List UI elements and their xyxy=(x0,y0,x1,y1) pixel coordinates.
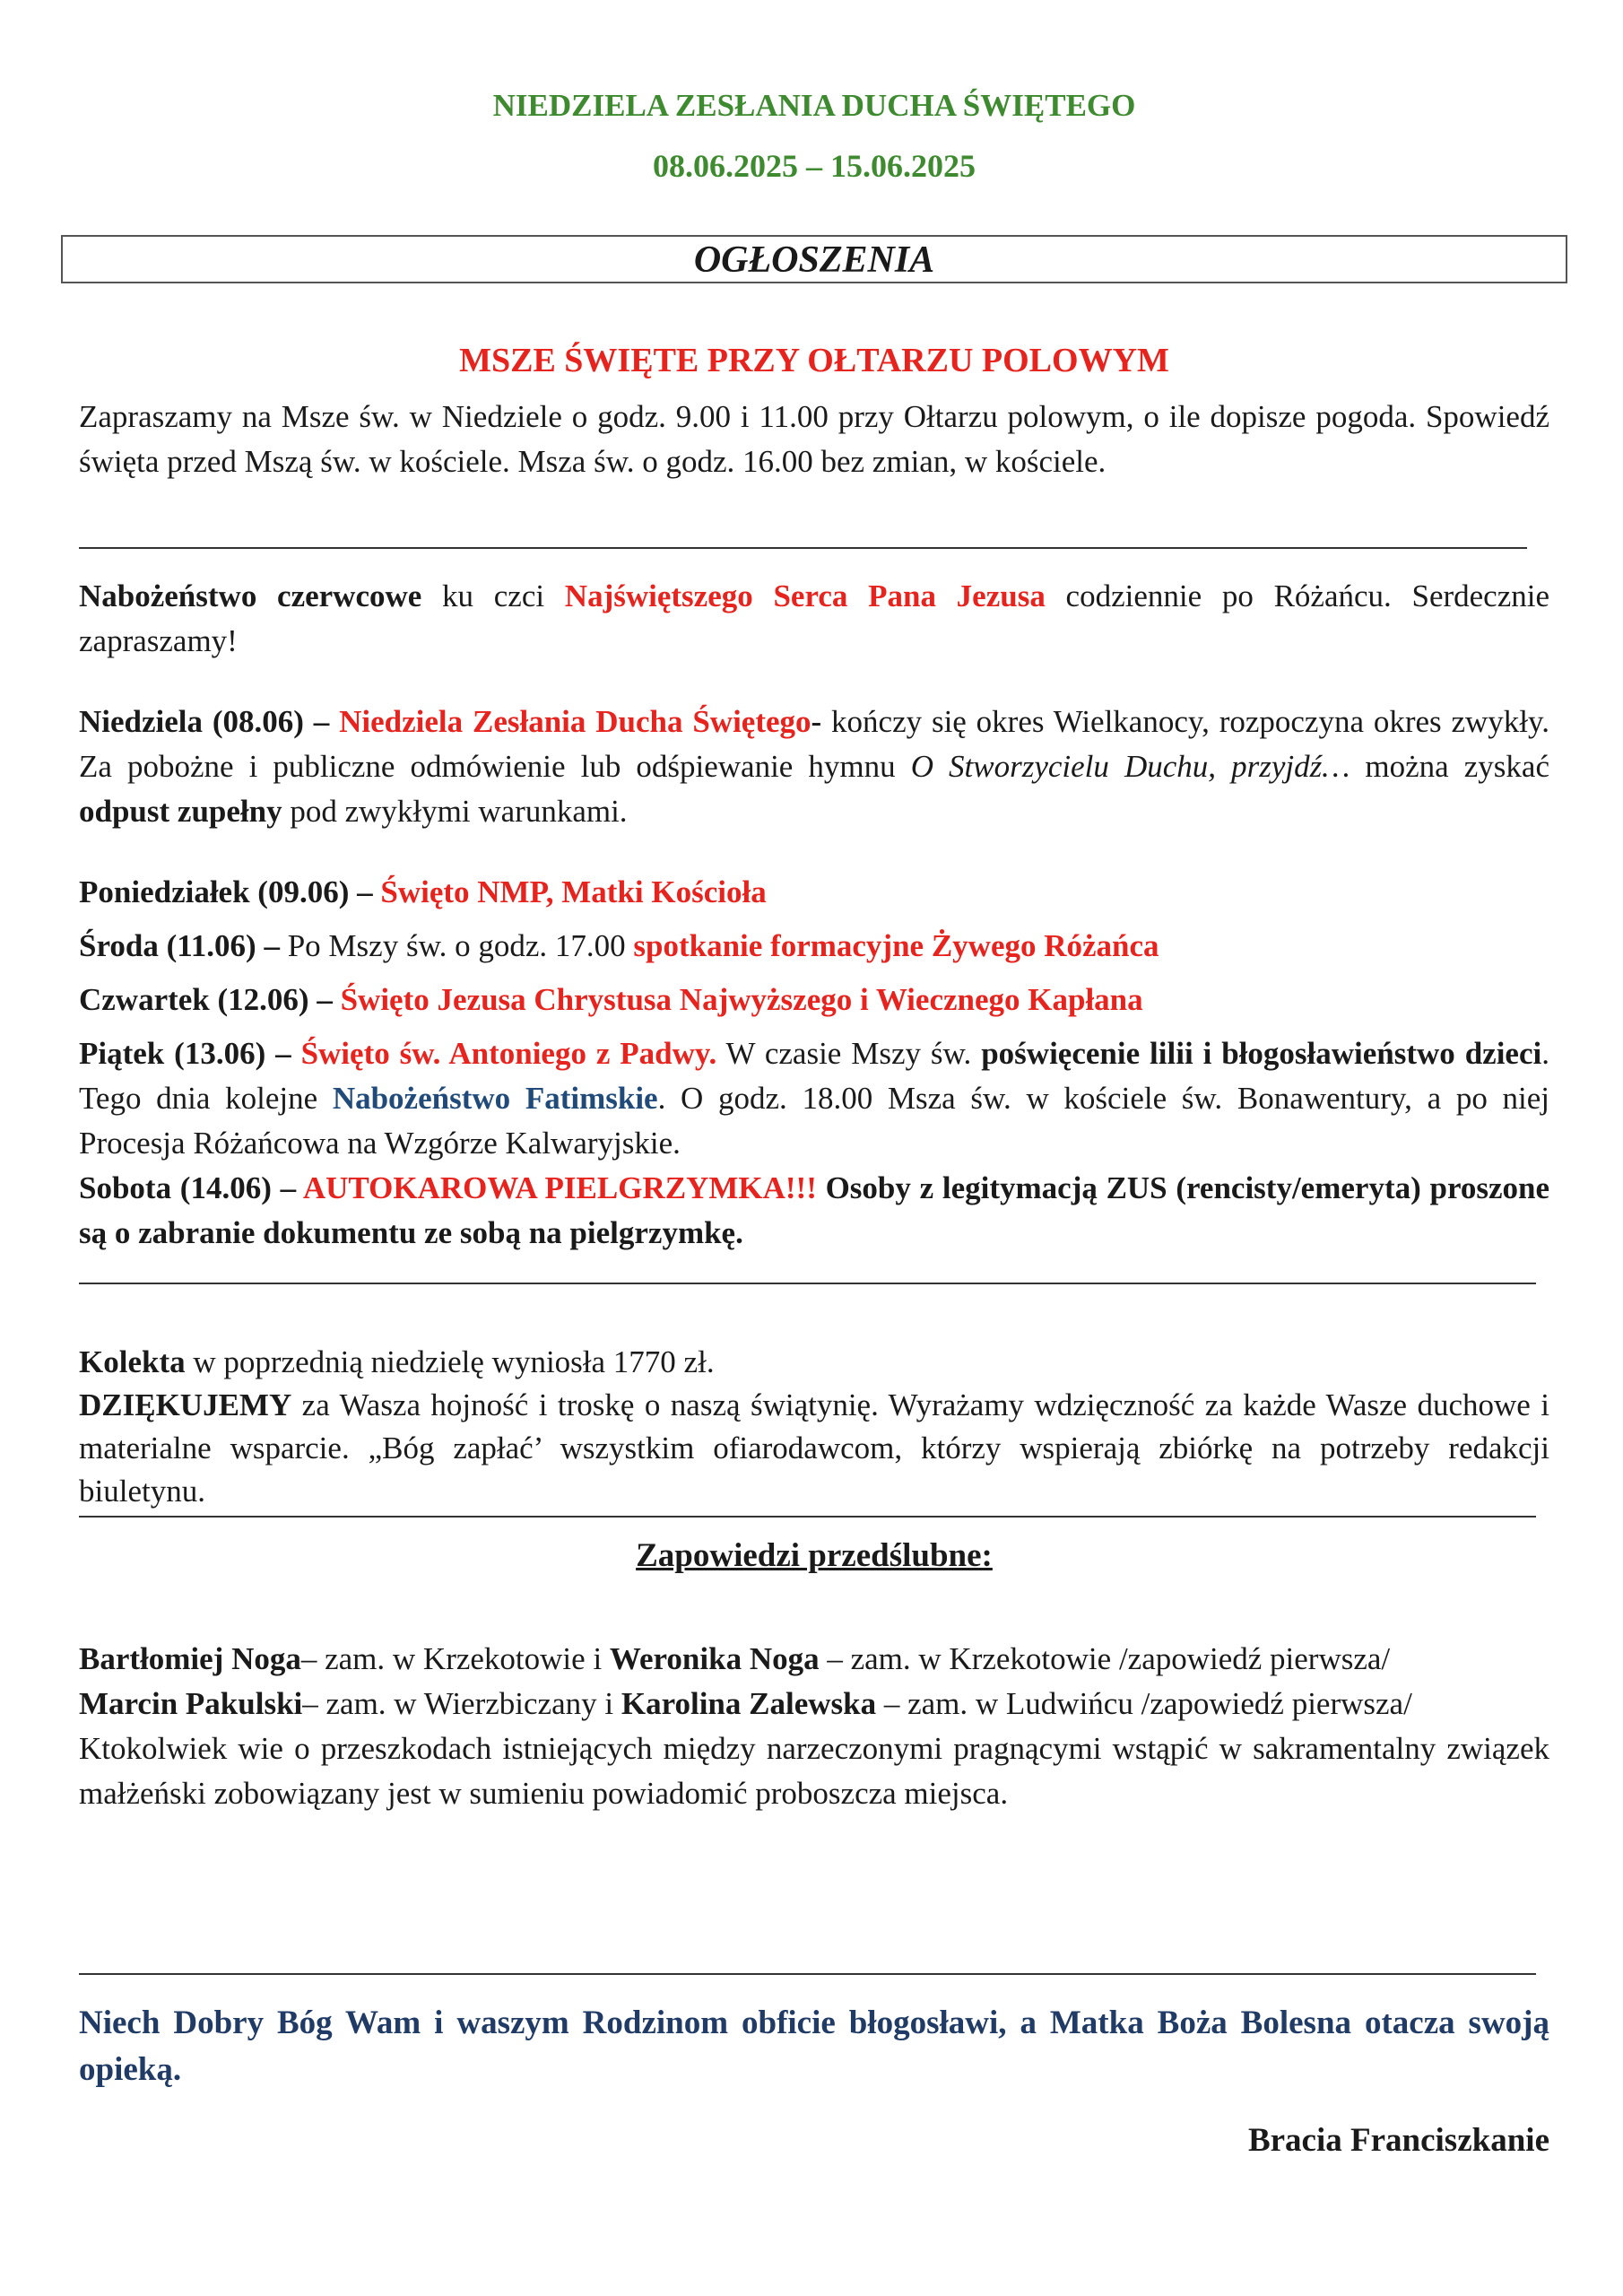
bride-name: Weronika Noga xyxy=(609,1641,820,1676)
banns-title: Zapowiedzi przedślubne: xyxy=(636,1537,993,1574)
june-devotion-highlight: Najświętszego Serca Pana Jezusa xyxy=(564,578,1046,613)
section-title-field-altar: MSZE ŚWIĘTE PRZY OŁTARZU POLOWYM xyxy=(459,342,1169,379)
signature: Bracia Franciszkanie xyxy=(1247,2122,1549,2159)
banns-text: – zam. w Ludwińcu /zapowiedź pierwsza/ xyxy=(876,1686,1412,1721)
bride-name: Karolina Zalewska xyxy=(621,1686,877,1721)
wednesday-label: Środa (11.06) – xyxy=(79,928,288,963)
divider-1 xyxy=(79,547,1527,549)
announcements-title-box: OGŁOSZENIA xyxy=(61,235,1567,283)
sunday-text-3: pod zwykłymi warunkami. xyxy=(282,794,628,829)
closing-blessing: Niech Dobry Bóg Wam i waszym Rodzinom obficie błogosławi, a Matka Boża Bolesna otacza swoją opieką. xyxy=(79,2005,1549,2088)
wednesday-line xyxy=(79,924,1549,969)
june-devotion-text-2: codziennie po Różańcu. Serdecznie zapraszamy! xyxy=(79,578,1550,658)
thursday-feast: Święto Jezusa Chrystusa Najwyższego i Wiecznego Kapłana xyxy=(340,982,1143,1017)
june-devotion-paragraph xyxy=(79,574,1549,664)
sunday-text-1: kończy się okres Wielkanocy, rozpoczyna okres zwykły. Za pobożne i publiczne odmówienie lub odśpiewanie hymnu xyxy=(79,704,1550,784)
banns-text: – zam. w Krzekotowie /zapowiedź pierwsza/ xyxy=(819,1641,1391,1676)
thanks-label: DZIĘKUJEMY xyxy=(79,1387,292,1422)
banns-item xyxy=(79,1637,1549,1682)
sunday-label: Niedziela (08.06) – xyxy=(79,704,340,739)
collection-amount-text: w poprzednią niedzielę wyniosła 1770 zł. xyxy=(185,1344,715,1379)
june-devotion-label: Nabożeństwo czerwcowe xyxy=(79,578,422,613)
collection-label: Kolekta xyxy=(79,1344,186,1379)
wednesday-event: spotkanie formacyjne Żywego Różańca xyxy=(633,928,1159,963)
saturday-label: Sobota (14.06) – xyxy=(79,1170,303,1205)
mass-info-paragraph: Zapraszamy na Msze św. w Niedziele o godz. 9.00 i 11.00 przy Ołtarzu polowym, o ile dopisze pogoda. Spowiedź święta przed Mszą św. w kościele. Msza św. o godz. 16.00 bez zmian, w kościele. xyxy=(79,399,1549,479)
monday-line xyxy=(79,870,1549,915)
sunday-feast: Niedziela Zesłania Ducha Świętego xyxy=(339,704,812,739)
thursday-line xyxy=(79,978,1549,1022)
divider-4 xyxy=(79,1973,1536,1975)
friday-fatima: Nabożeństwo Fatimskie xyxy=(332,1081,658,1116)
friday-label: Piątek (13.06) – xyxy=(79,1036,301,1071)
saturday-pilgrimage: AUTOKAROWA PIELGRZYMKA!!! xyxy=(302,1170,817,1205)
header-title: NIEDZIELA ZESŁANIA DUCHA ŚWIĘTEGO xyxy=(492,88,1136,123)
friday-text-2: . Tego dnia kolejne xyxy=(79,1036,1549,1116)
collection-paragraph xyxy=(79,1341,1549,1513)
wednesday-text: Po Mszy św. o godz. 17.00 xyxy=(287,928,634,963)
divider-3 xyxy=(79,1516,1536,1518)
header-dates: 08.06.2025 – 15.06.2025 xyxy=(653,148,976,184)
groom-name: Marcin Pakulski xyxy=(79,1686,303,1721)
banns-text: – zam. w Wierzbiczany i xyxy=(302,1686,621,1721)
sunday-dash: - xyxy=(811,704,822,739)
friday-text-3: . O godz. 18.00 Msza św. w kościele św. Bonawentury, a po niej Procesja Różańcowa na Wzgórze Kalwaryjskie. xyxy=(79,1081,1549,1161)
banns-text: – zam. w Krzekotowie i xyxy=(300,1641,610,1676)
saturday-note: Osoby z legitymacją ZUS (rencisty/emeryta) proszone są o zabranie dokumentu ze sobą na pielgrzymkę. xyxy=(79,1170,1549,1250)
announcement-page xyxy=(79,81,1550,2159)
sunday-indulgence: odpust zupełny xyxy=(79,794,282,829)
sunday-paragraph xyxy=(79,700,1549,834)
friday-feast: Święto św. Antoniego z Padwy. xyxy=(300,1036,717,1071)
friday-blessing: poświęcenie lilii i błogosławieństwo dzieci xyxy=(981,1036,1542,1071)
monday-feast: Święto NMP, Matki Kościoła xyxy=(380,874,767,909)
thanks-text: za Wasza hojność i troskę o naszą świątynię. Wyrażamy wdzięczność za każde Wasze duchowe i materialne wsparcie. „Bóg zapłać’ wszystkim ofiarodawcom, którzy wspierają zbiórkę na potrzeby redakcji biuletynu. xyxy=(79,1387,1549,1509)
banns-item xyxy=(79,1682,1549,1726)
sunday-hymn: O Stworzycielu Duchu, przyjdź… xyxy=(910,749,1350,784)
thursday-label: Czwartek (12.06) – xyxy=(79,982,341,1017)
divider-2 xyxy=(79,1283,1536,1284)
monday-label: Poniedziałek (09.06) – xyxy=(79,874,381,909)
sunday-text-2: można zyskać xyxy=(1350,749,1549,784)
friday-text-1: W czasie Mszy św. xyxy=(716,1036,982,1071)
banns-list xyxy=(79,1637,1549,1816)
friday-paragraph xyxy=(79,1031,1549,1166)
saturday-paragraph xyxy=(79,1166,1549,1256)
groom-name: Bartłomiej Noga xyxy=(79,1641,301,1676)
june-devotion-text-1: ku czci xyxy=(421,578,565,613)
banns-note: Ktokolwiek wie o przeszkodach istniejących między narzeczonymi pragnącymi wstąpić w sakramentalny związek małżeński zobowiązany jest w sumieniu powiadomić proboszcza miejsca. xyxy=(79,1731,1549,1811)
